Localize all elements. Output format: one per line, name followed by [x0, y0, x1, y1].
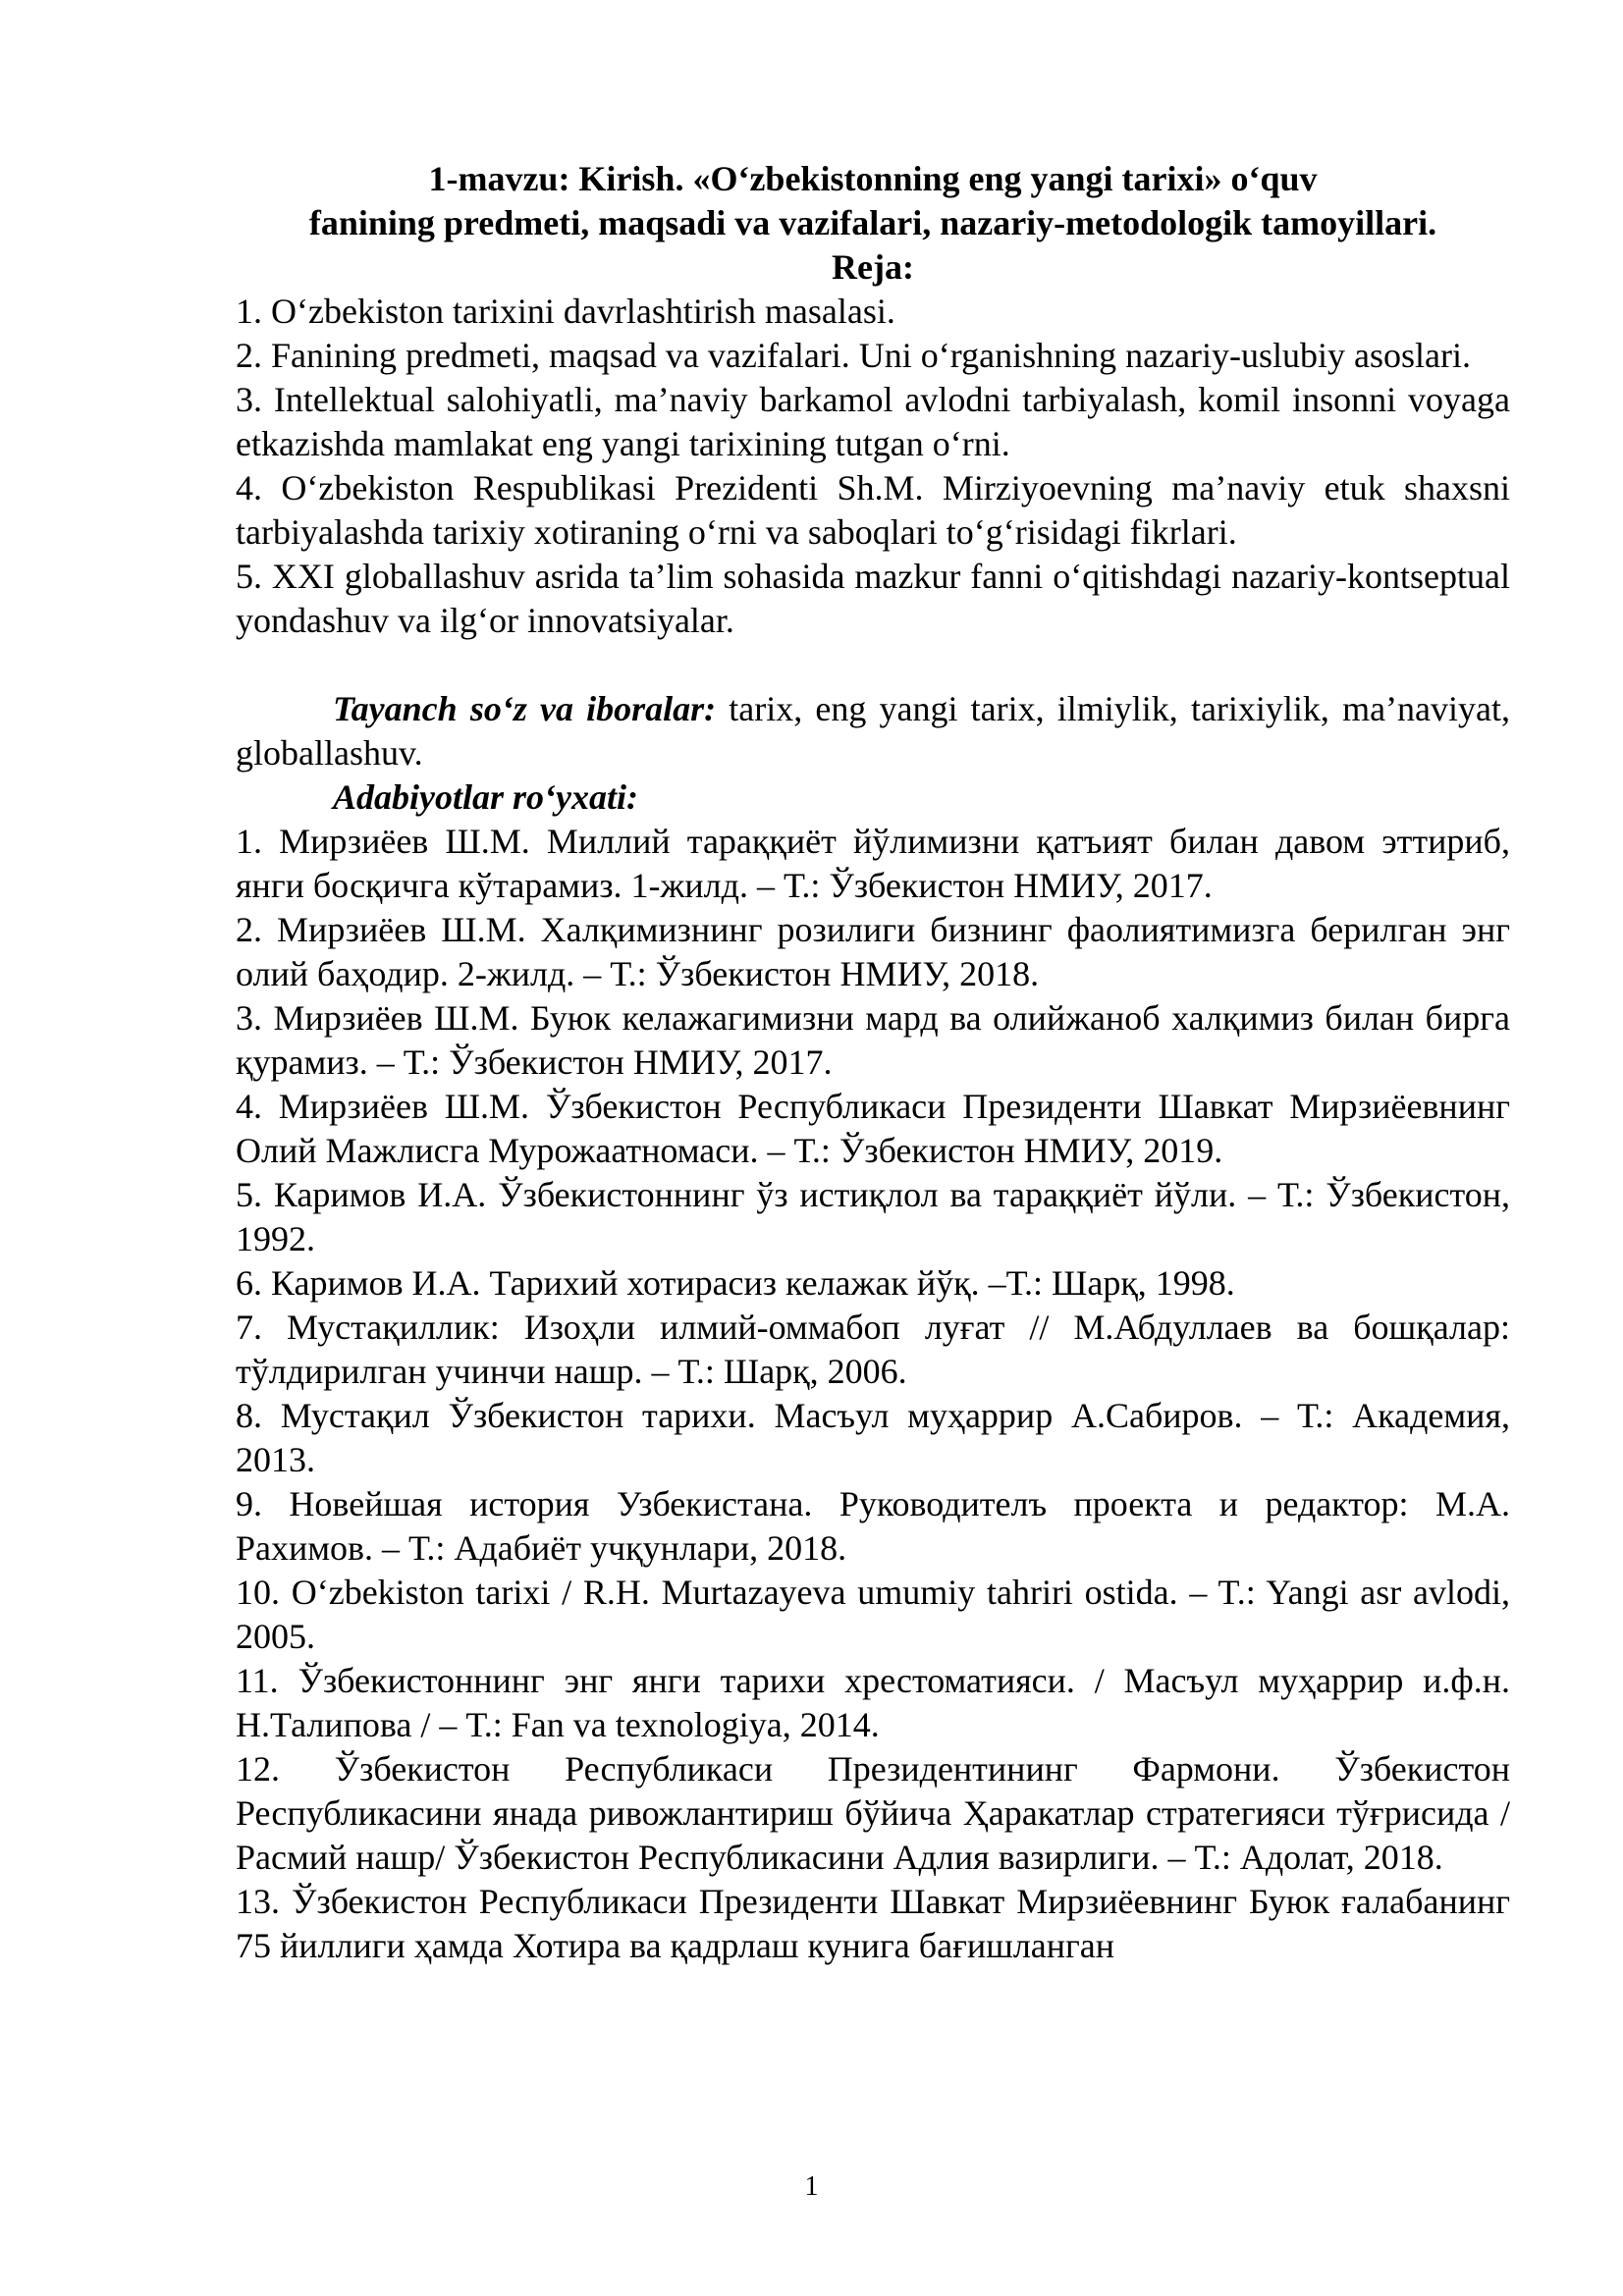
literature-item: 12. Ўзбекистон Республикаси Президентининг Фармони. Ўзбекистон Республикасини янада ривожлантириш бўйича Ҳаракатлар стратегияси тўғрисида /Расмий нашр/ Ўзбекистон Республикасини Адлия вазирлиги. – Т.: Адолат, 2018. — [236, 1749, 1510, 1877]
literature-item: 5. Каримов И.А. Ўзбекистоннинг ўз истиқлол ва тараққиёт йўли. – Т.: Ўзбекистон, 1992. — [236, 1175, 1510, 1258]
literature-item: 13. Ўзбекистон Республикаси Президенти Шавкат Мирзиёевнинг Буюк ғалабанинг 75 йиллиги ҳамда Хотира ва қадрлаш кунига бағишланган — [236, 1882, 1510, 1965]
plan-item: 2. Fanining predmeti, maqsad va vazifalari. Uni o‘rganishning nazariy-uslubiy asoslari. — [236, 336, 1472, 375]
literature-item: 1. Мирзиёев Ш.М. Миллий тараққиёт йўлимизни қатъият билан давом эттириб, янги босқичга кўтарамиз. 1-жилд. – Т.: Ўзбекистон НМИУ, 2017. — [236, 822, 1510, 905]
literature-item: 9. Новейшая история Узбекистана. Руководителъ проекта и редактор: М.А. Рахимов. – Т.: Адабиёт учқунлари, 2018. — [236, 1484, 1510, 1568]
lecture-title — [236, 157, 1510, 290]
page-number: 1 — [804, 2171, 819, 2202]
title-line-2: fanining predmeti, maqsadi va vazifalari, nazariy-metodologik tamoyillari. — [308, 203, 1437, 242]
literature-item: 10. O‘zbekiston tarixi / R.H. Murtazayeva umumiy tahriri ostida. – T.: Yangi asr avlodi, 2005. — [236, 1573, 1510, 1656]
keywords-label: Tayanch so‘z va iboralar: — [333, 689, 717, 728]
literature-item: 6. Каримов И.А. Тарихий хотирасиз келажак йўқ. –Т.: Шарқ, 1998. — [236, 1263, 1235, 1303]
blank-line — [236, 643, 1510, 687]
literature-list — [236, 820, 1510, 1968]
plan-heading: Reja: — [832, 247, 914, 287]
document-page — [236, 157, 1510, 1968]
literature-item: 11. Ўзбекистоннинг энг янги тарихи хрестоматияси. / Масъул муҳаррир и.ф.н. Н.Талипова / – Т.: Fan va texnologiya, 2014. — [236, 1661, 1510, 1744]
literature-item: 3. Мирзиёев Ш.М. Буюк келажагимизни мард ва олийжаноб халқимиз билан бирга қурамиз. – Т.: Ўзбекистон НМИУ, 2017. — [236, 998, 1510, 1082]
plan-item: 3. Intellektual salohiyatli, ma’naviy barkamol avlodni tarbiyalash, komil insonni voyaga etkazishda mamlakat eng yangi tarixining tutgan o‘rni. — [236, 380, 1510, 463]
literature-item: 4. Мирзиёев Ш.М. Ўзбекистон Республикаси Президенти Шавкат Мирзиёевнинг Олий Мажлисга Мурожаатномаси. – Т.: Ўзбекистон НМИУ, 2019. — [236, 1087, 1510, 1170]
literature-item: 8. Мустақил Ўзбекистон тарихи. Масъул муҳаррир А.Сабиров. – Т.: Академия, 2013. — [236, 1396, 1510, 1479]
keywords-text: tarix, eng yangi tarix, ilmiylik, tarixiylik, ma’naviyat, globallashuv. — [236, 689, 1510, 773]
plan-list — [236, 290, 1510, 643]
title-line-1: 1-mavzu: Kirish. «O‘zbekistonning eng yangi tarixi» o‘quv — [428, 159, 1318, 198]
keywords-paragraph — [236, 687, 1510, 775]
plan-item: 5. XXI globallashuv asrida ta’lim sohasida mazkur fanni o‘qitishdagi nazariy-kontseptual yondashuv va ilg‘or innovatsiyalar. — [236, 557, 1510, 640]
literature-item: 7. Мустақиллик: Изоҳли илмий-оммабоп луғат // М.Абдуллаев ва бошқалар: тўлдирилган учинчи нашр. – Т.: Шарқ, 2006. — [236, 1308, 1510, 1391]
plan-item: 4. O‘zbekiston Respublikasi Prezidenti Sh.M. Mirziyoevning ma’naviy etuk shaxsni tarbiyalashda tarixiy xotiraning o‘rni va saboqlari to‘g‘risidagi fikrlari. — [236, 468, 1510, 552]
literature-heading: Adabiyotlar ro‘yxati: — [333, 777, 638, 817]
literature-item: 2. Мирзиёев Ш.М. Халқимизнинг розилиги бизнинг фаолиятимизга берилган энг олий баҳодир. 2-жилд. – Т.: Ўзбекистон НМИУ, 2018. — [236, 910, 1510, 993]
plan-item: 1. O‘zbekiston tarixini davrlashtirish masalasi. — [236, 292, 895, 331]
